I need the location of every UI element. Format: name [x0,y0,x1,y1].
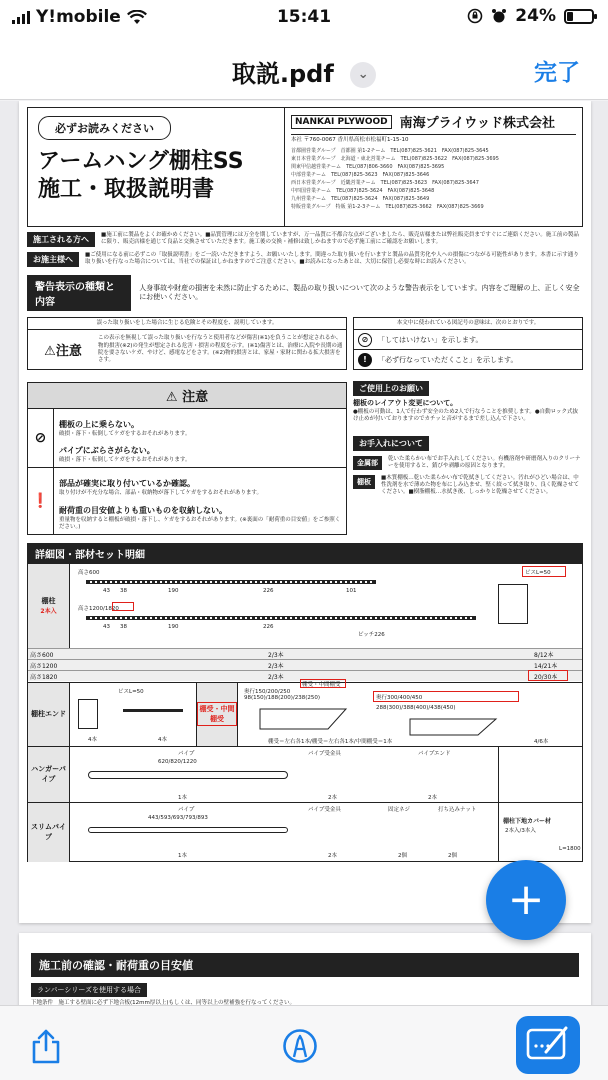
company-brand [291,112,576,135]
caution-item [28,409,346,468]
slim-screw: 固定ネジ [388,806,411,813]
bracket-screws: 4/6本 [534,738,549,745]
symbol-prohibit-row [353,330,583,350]
signature-icon [516,1016,580,1074]
qty-screws: 8/12本 [534,651,554,659]
pipe-drawing [88,771,288,779]
bracket-drawing [258,705,348,733]
markup-pen-icon[interactable] [282,1028,318,1064]
contact-line: 東日本営業グループ 北海道・東北営業チーム TEL(087)825-3622 FAX(087)825-3695 [291,156,499,163]
hanger-label-text: ハンガーパイプ [31,765,66,784]
caution-body: 破損・落下・転倒してケガをするおそれがあります。 [59,457,191,464]
page2-text: 下地条件 施工する壁面に必ず下地合板(12mm厚以上)もしくは、同等以上の壁補強を行なってください。 [31,1000,296,1005]
symbol-prohibit-text: 「してはいけない」を示します。 [378,335,483,344]
warning-types-text: 人身事故や財産の損害を未然に防止するために、製品の取り扱いについて次のような警告表示をしています。内容をご理解の上、正しく安全にお使いください。 [139,283,580,301]
detail-heading: 詳細図・部材セット明細 [27,543,583,564]
chuui-text: この表示を無視して誤った取り扱いを行なうと使用者などが傷害(※1)を負うことが想定されるか、物的損害(※2)の発生が想定される危害・損害の程度を示す。(※1)傷害とは、治療に入院や長期の通院を要さないケガ、やけど、感電などをさす。(※2)物的損害とは、家屋・家財に関わる拡大損害をさす。 [98,335,343,363]
prohibit-icon: ⊘ [28,409,54,467]
cover-len: L=1800 [559,845,581,852]
end-bracket-row [28,682,582,746]
qty-count: 2/3本 [268,662,284,670]
alarm-icon [491,8,507,24]
slim-qty: 2個 [398,852,407,859]
product-title [38,148,274,203]
pitch-label: ピッチ226 [358,631,385,638]
contact-line: 九州営業チーム TEL(087)825-3624 FAX(087)825-3649 [291,196,430,203]
hanger-len: 620/820/1220 [158,758,197,765]
caution-item [28,468,346,533]
hanger-receiver: パイプ受金具 [308,750,341,757]
contact-line: 西日本営業グループ 近畿営業チーム TEL(087)825-3623 FAX(087)825-3647 [291,180,479,187]
shelf-post-name: 棚柱 [41,597,56,606]
caution-head: 棚板の上に乗らない。 [59,420,139,430]
caution-heading: ⚠ 注意 [28,383,346,409]
hanger-qty: 2本 [328,794,337,801]
dim-label: 226 [263,587,274,594]
contact-list [291,147,576,211]
qty-screws: 20/30本 [534,673,558,681]
caution-body: 重量物を収納すると棚板が破損・落下し、ケガをするおそれがあります。(※裏面の「耐荷重の目安値」をご参照ください。) [59,516,341,530]
contact-line: 中部営業チーム TEL(087)825-3623 FAX(087)825-3646 [291,172,430,179]
contact-line: 中四国営業チーム TEL(087)825-3624 FAX(087)825-3648 [291,188,435,195]
nav-header [0,36,608,100]
clock: 15:41 [276,7,332,27]
cover-qty: 2本入/3本入 [505,827,536,834]
end-cap-drawing [78,699,98,729]
edit-signature-button[interactable] [516,1016,580,1074]
company-logo: NANKAI PLYWOOD [291,115,392,129]
dim-label: 101 [346,587,357,594]
dim-label: 38 [120,587,127,594]
done-button[interactable]: 完了 [534,54,580,87]
qty-row [28,648,582,659]
chevron-down-icon[interactable]: ⌄ [350,62,376,88]
bracket-sub-a: 98(150)/188(200)/238(250) [244,694,321,701]
slim-len: 443/593/693/793/893 [148,814,208,821]
contact-line: 特販営業グループ 特販 第1-2-3チーム TEL(087)825-3662 FAX(087)825-3669 [291,204,484,211]
dim-label: 226 [263,623,274,630]
pdf-page-2 [19,933,591,1005]
chuui-label: 注意 [55,344,82,360]
screw-count-highlight [528,670,568,681]
care-shelf-row [353,475,583,496]
qty-screws: 14/21本 [534,662,558,670]
usage-head: 棚板のレイアウト変更について。 [353,399,458,408]
dim-label: 43 [103,587,110,594]
mishandling-caption: 誤った取り扱いをした場合に生じる危険とその程度を、説明しています。 [27,317,347,330]
qty-height: 高さ1820 [30,673,58,681]
highlight-box [112,602,134,611]
mandatory-icon: ! [358,353,372,367]
hanger-pipe: パイプ [178,750,195,757]
height-600-caption: 高さ600 [78,569,100,576]
installer-note [27,232,583,247]
hanger-qty: 1本 [178,794,187,801]
usage-text: ●棚板の可動は、1人で行わず安全のため2人で行なうことを推奨します。●自動ロック式抜け止めが付いておりますのでカチッと音がするまで差し込んで下さい。 [353,408,579,422]
company-name: 南海プライウッド株式会社 [399,116,555,131]
orientation-lock-icon [467,8,483,24]
hanger-qty: 2本 [428,794,437,801]
product-title-line-2: 施工・取扱説明書 [38,176,215,202]
hanger-end: パイプエンド [418,750,451,757]
status-bar [0,0,608,36]
warning-types-section [27,275,583,311]
slim-qty: 2本 [328,852,337,859]
slim-label [28,803,70,862]
document-title-text: 取説.pdf [231,60,334,88]
dim-label: 190 [168,623,179,630]
end-qty: 4本 [88,736,97,743]
bottom-toolbar [0,1005,608,1080]
shelf-post-label [28,564,70,648]
usage-label: ご使用上のお願い [353,381,429,396]
symbol-caption: 本文中に使われている図記号の意味は、次のとおりです。 [353,317,583,330]
detail-table [27,564,583,862]
customer-label: お施主様へ [27,252,79,267]
dim-label: 43 [103,623,110,630]
mandatory-icon: ❗ [28,468,54,533]
bracket-label [196,683,238,746]
slim-nut: 打ち込みナット [438,806,477,813]
battery-percent: 24% [515,6,556,26]
customer-text: ■ご使用になる前に必ずこの「取扱説明書」をご一読いただきますよう、お願いいたします。間違った取り扱いを行いますと製品の品質劣化や人への損傷につながる可能性があります。本書に示す通り取り扱いを行なった場合については、当社での保証はしかねますのでご注意ください。■お読みになったあとは、大切に保管し必要な時にお読みください。 [85,252,579,266]
cover-label: 棚柱下地カバー材 [503,817,552,825]
warning-types-label: 警告表示の種類と内容 [27,275,131,311]
carrier-name: Y!mobile [36,7,121,27]
screw-drawing [123,709,183,712]
caution-panel [27,382,347,535]
care-metal-text: 乾いた柔らかい布でお手入れしてください。有機溶剤や研磨剤入りのクリーナーを使用すると、錆びや剥離の原因となります。 [388,455,581,469]
page2-heading: 施工前の確認・耐荷重の目安値 [31,953,579,977]
post-section-drawing [498,584,528,624]
installer-label: 施工される方へ [27,232,95,247]
end-label [28,683,70,746]
chuui-definition [27,330,347,370]
dim-label: 38 [120,623,127,630]
battery-icon [564,9,594,24]
slim-qty: 2個 [448,852,457,859]
contact-line: 関東甲信越営業チーム TEL(087)806-3660 FAX(087)825-3695 [291,164,445,171]
post-qty: 2本入 [40,608,57,616]
bracket-drawing [408,715,498,739]
care-label: お手入れについて [353,436,429,451]
bracket-sizes-a: 奥行150/200/250 [244,688,291,695]
caution-head: 耐荷重の目安値よりも重いものを収納しない。 [59,505,227,515]
qty-count: 2/3本 [268,651,284,659]
cover-column [498,746,591,862]
qty-row [28,659,582,670]
document-title[interactable] [0,54,608,89]
pdf-page-1 [19,101,591,923]
bracket-label-text: 棚受・中間棚受 [197,702,237,726]
share-icon[interactable] [28,1028,64,1064]
caution-body: 取り付けが不充分な場合、部品・収納物が落下してケガをするおそれがあります。 [59,490,262,497]
dim-label: 190 [168,587,179,594]
bracket-title: 棚受・中間棚受 [302,681,341,688]
rail-600 [86,580,376,584]
slim-pipe-drawing [88,827,288,833]
shelf-post-row [28,564,582,648]
slim-label-text: スリムパイプ [31,823,66,842]
rail-1200 [86,616,476,620]
slim-pipe: パイプ [178,806,195,813]
slim-qty: 1本 [178,852,187,859]
contact-line: 首都圏営業グループ 首都圏 第1-2チーム TEL(087)825-3621 FAX(087)825-3645 [291,148,489,155]
care-shelf-tag: 棚板 [353,475,375,489]
care-shelf-text: ■木質棚板…乾いた柔らかい布で乾拭きしてください。汚れがひどい場合は、中性洗剤を水で薄めた物を布にしみ込ませ、堅く絞って拭き取り、良く乾燥させてください。■樹脂棚板…水拭き後、しっかりと乾燥させてください。 [381,475,579,496]
qty-height: 高さ600 [30,651,54,659]
caution-grid [27,376,583,535]
end-screw: ビスL=50 [118,688,144,695]
care-metal-tag: 金属部 [353,456,382,470]
end-qty2: 4本 [158,736,167,743]
title-block [27,107,583,227]
plus-icon: + [507,874,545,925]
bracket-sub-b: 288(300)/388(400)/438(450) [376,704,456,711]
slim-receiver: パイプ受金具 [308,806,341,813]
product-title-line-1: アームハング棚柱SS [38,149,244,174]
qty-height: 高さ1200 [30,662,58,670]
must-read-badge: 必ずお読みください [38,116,171,140]
hanger-label [28,747,70,802]
care-metal-row [353,456,583,470]
caution-title: 注意 [182,390,209,406]
end-label-text: 棚柱エンド [31,710,66,719]
caution-head: 部品が確実に取り付いているか確認。 [59,479,195,489]
company-address: 本社 〒760-0067 香川県高松市松福町1-15-10 [291,137,409,143]
warning-grid [27,317,583,370]
bracket-qty: 棚受＝左右各1本/棚受＝左右各1本/中間棚受＝1本 [268,738,393,745]
qty-count: 2/3本 [268,673,284,681]
warning-triangle-icon: ⚠注意 [44,344,82,360]
height-1200-caption: 高さ1200/1820 [78,605,119,612]
screw-top: ビスL=50 [525,569,551,576]
caution-head: パイプにぶらさがらない。 [59,446,155,456]
installer-text: ■施工前に製品をよくお確かめください。■品質管理には万全を期していますが、万一品質に不都合な点がございましたら、販売店様または弊社販売員まですぐにご連絡ください。施工前の製品に限り、販売店様を通じて良品と交換させていただきます。施工後の交換・補修は致しかねますので必ず施工前にご確認をお願いします。 [101,232,579,246]
customer-note [27,252,583,267]
prohibit-icon: ⊘ [358,333,372,347]
status-right [467,6,594,26]
page2-subheading: ランパーシリーズを使用する場合 [31,983,147,997]
caution-body: 破損・落下・転倒してケガをするおそれがあります。 [59,431,191,438]
symbol-must-text: 「必ず行なっていただくこと」を示します。 [378,355,518,364]
symbol-must-row [353,350,583,370]
add-button[interactable] [486,860,566,940]
bracket-sizes-b: 奥行300/400/450 [376,694,423,701]
